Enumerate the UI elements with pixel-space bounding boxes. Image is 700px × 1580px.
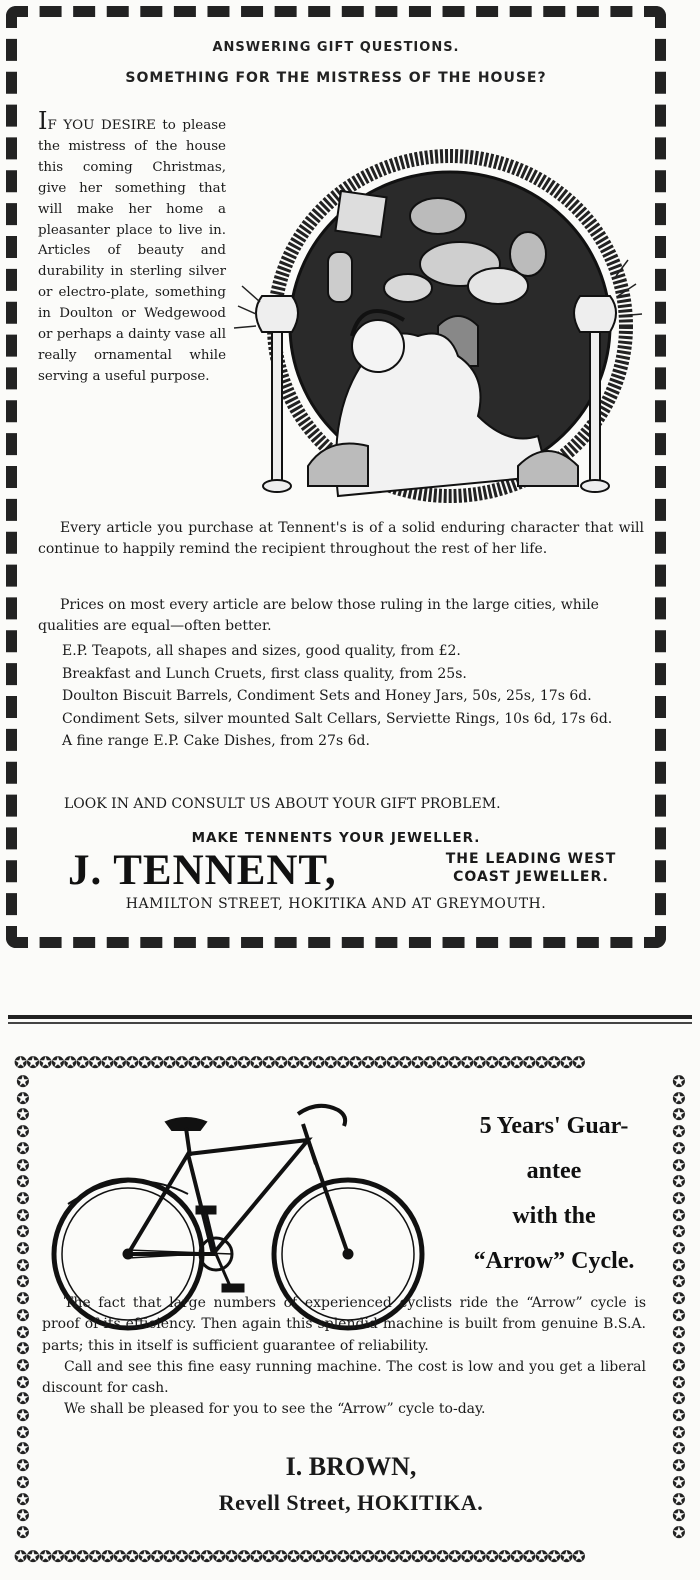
price-list [38, 640, 644, 753]
guarantee-line: “Arrow” Cycle. [473, 1248, 635, 1274]
headline-gift-questions: ANSWERING GIFT QUESTIONS. [212, 40, 460, 55]
list-item: A fine range E.P. Cake Dishes, from 27s 6d. [62, 733, 370, 749]
guarantee-line: with the [512, 1203, 596, 1229]
ring-border-left: ✪✪✪✪✪✪✪✪✪✪✪✪✪✪✪✪✪✪✪✪✪✪✪✪✪✪✪✪ [16, 1074, 30, 1542]
brown-name: I. BROWN, [285, 1452, 417, 1481]
leading-jeweller-tagline [416, 850, 646, 886]
list-item: Breakfast and Lunch Cruets, first class quality, from 25s. [62, 665, 467, 682]
body-paragraph: The fact that large numbers of experienced cyclists ride the “Arrow” cycle is proof of its efficiency. Then again this splendid machine is built from genuine B.S.A. parts; this in itself is sufficient guarantee of reliability. [42, 1295, 646, 1354]
tagline-line-2: COAST JEWELLER. [453, 869, 609, 885]
ring-border-bottom: ✪✪✪✪✪✪✪✪✪✪✪✪✪✪✪✪✪✪✪✪✪✪✪✪✪✪✪✪✪✪✪✪✪✪✪✪✪✪✪✪✪✪✪✪✪✪ [14, 1548, 585, 1566]
paragraph-prices: Prices on most every article are below those ruling in the large cities, while qualities are equal—often better. [38, 597, 599, 634]
tennent-address: HAMILTON STREET, HOKITIKA AND AT GREYMOUTH. [125, 896, 547, 912]
list-item: E.P. Teapots, all shapes and sizes, good quality, from £2. [62, 643, 461, 659]
body-paragraph: We shall be pleased for you to see the “Arrow” cycle to-day. [64, 1401, 486, 1418]
ring-border-right: ✪✪✪✪✪✪✪✪✪✪✪✪✪✪✪✪✪✪✪✪✪✪✪✪✪✪✪✪ [672, 1074, 686, 1542]
ring-border-top: ✪✪✪✪✪✪✪✪✪✪✪✪✪✪✪✪✪✪✪✪✪✪✪✪✪✪✪✪✪✪✪✪✪✪✪✪✪✪✪✪✪✪✪✪✪✪ [14, 1054, 585, 1072]
list-item: Doulton Biscuit Barrels, Condiment Sets and Honey Jars, 50s, 25s, 17s 6d. [62, 688, 592, 704]
tennent-name: J. TENNENT, [68, 847, 337, 894]
brown-advertisement [14, 1054, 688, 1566]
drop-cap: I [38, 107, 48, 135]
list-item: Condiment Sets, silver mounted Salt Cellars, Serviette Rings, 10s 6d, 17s 6d. [62, 710, 613, 727]
look-in-line: LOOK IN AND CONSULT US ABOUT YOUR GIFT PROBLEM. [64, 796, 501, 812]
brown-address: Revell Street, HOKITIKA. [218, 1490, 484, 1515]
intro-text: F YOU DESIRE to please the mistress of the house this coming Christmas, give her something that will make her home a pleasanter place to live in. Articles of beauty and durability in sterling silver or electro-plate, something in Doulton or Wedgewood or perhaps a dainty vase all really ornamental while serving a useful purpose. [38, 118, 226, 384]
section-divider-thin [8, 1022, 692, 1024]
tennent-ad-content [20, 20, 652, 934]
tennent-advertisement [6, 6, 666, 948]
paragraph-every-article: Every article you purchase at Tennent's is of a solid enduring character that will continue to happily remind the recipient throughout the rest of her life. [38, 520, 644, 557]
make-tennents-line: MAKE TENNENTS YOUR JEWELLER. [191, 830, 481, 846]
guarantee-headline [434, 1104, 674, 1284]
headline-mistress: SOMETHING FOR THE MISTRESS OF THE HOUSE? [125, 70, 547, 86]
section-divider [8, 1015, 692, 1019]
tagline-line-1: THE LEADING WEST [445, 851, 617, 867]
intro-paragraph [38, 107, 226, 388]
woman-with-silverware-illustration [228, 136, 648, 512]
guarantee-line: 5 Years' Guar- [479, 1113, 629, 1139]
brown-ad-body [42, 1293, 646, 1421]
body-paragraph: Call and see this fine easy running machine. The cost is low and you get a liberal discount for cash. [42, 1358, 646, 1397]
guarantee-line: antee [526, 1158, 582, 1184]
